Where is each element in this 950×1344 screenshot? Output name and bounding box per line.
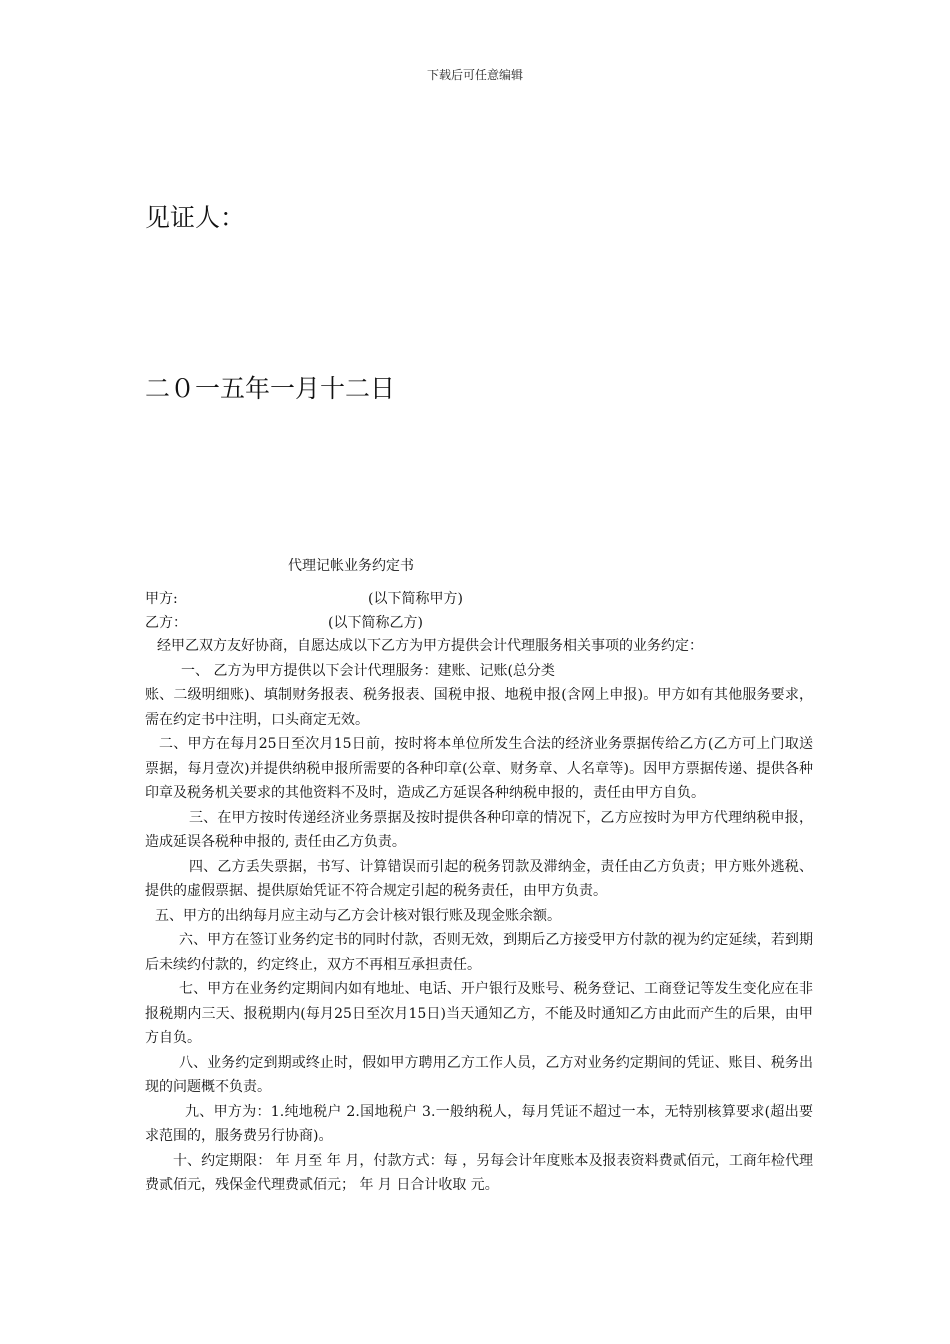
agreement-clause: 八、业务约定到期或终止时，假如甲方聘用乙方工作人员，乙方对业务约定期间的凭证、账目、税务出现的问题概不负责。: [145, 1054, 813, 1095]
agreement-clause: 一、 乙方为甲方提供以下会计代理服务：建账、记账(总分类: [181, 662, 555, 679]
agreement-clause: 七、甲方在业务约定期间内如有地址、电话、开户银行及账号、税务登记、工商登记等发生变化应在非报税期内三天、报税期内(每月25日至次月15日)当天通知乙方，不能及时通知乙方由此而产生的后果，由甲方自负。: [145, 981, 813, 1046]
agreement-clause: 五、甲方的出纳每月应主动与乙方会计核对银行账及现金账余额。: [155, 907, 561, 924]
agreement-clause: 四、乙方丢失票据，书写、计算错误而引起的税务罚款及滞纳金，责任由乙方负责；甲方账外逃税、提供的虚假票据、提供原始凭证不符合规定引起的税务责任，由甲方负责。: [145, 858, 813, 899]
document-title: 代理记帐业务约定书: [288, 558, 414, 574]
party-b-note: (以下简称乙方): [328, 615, 423, 631]
witness-label: 见证人：: [145, 203, 246, 232]
agreement-clause: 九、甲方为：1.纯地税户 2.国地税户 3.一般纳税人，每月凭证不超过一本，无特别核算要求(超出要求范围的，服务费另行协商)。: [145, 1103, 813, 1144]
agreement-clause: 账、二级明细账)、填制财务报表、税务报表、国税申报、地税申报(含网上申报)。甲方如有其他服务要求，需在约定书中注明，口头商定无效。: [145, 687, 813, 728]
agreement-clause: 六、甲方在签订业务约定书的同时付款，否则无效，到期后乙方接受甲方付款的视为约定延续，若到期后未续约付款的，约定终止，双方不再相互承担责任。: [145, 932, 813, 973]
agreement-body: [145, 634, 813, 1198]
party-a-note: (以下简称甲方): [368, 591, 463, 607]
agreement-clause: 经甲乙双方友好协商，自愿达成以下乙方为甲方提供会计代理服务相关事项的业务约定：: [157, 638, 703, 654]
agreement-clause: 十、约定期限： 年 月至 年 月，付款方式：每 ，另每会计年度账本及报表资料费贰佰元，工商年检代理费贰佰元，残保金代理费贰佰元； 年 月 日合计收取 元。: [145, 1152, 813, 1193]
party-b-label: 乙方：: [145, 615, 187, 631]
party-a-label: 甲方:: [145, 591, 178, 607]
agreement-clause: 二、甲方在每月25日至次月15日前，按时将本单位所发生合法的经济业务票据传给乙方(乙方可上门取送票据，每月壹次)并提供纳税申报所需要的各种印章(公章、财务章、人名章等)。因甲方票据传递、提供各种印章及税务机关要求的其他资料不及时，造成乙方延误各种纳税申报的，责任由甲方自负。: [145, 736, 813, 801]
signing-date: 二０一五年一月十二日: [145, 374, 396, 403]
agreement-clause: 三、在甲方按时传递经济业务票据及按时提供各种印章的情况下，乙方应按时为甲方代理纳税申报，造成延误各税种申报的, 责任由乙方负责。: [145, 809, 813, 850]
page-header: 下载后可任意编辑: [426, 68, 523, 82]
